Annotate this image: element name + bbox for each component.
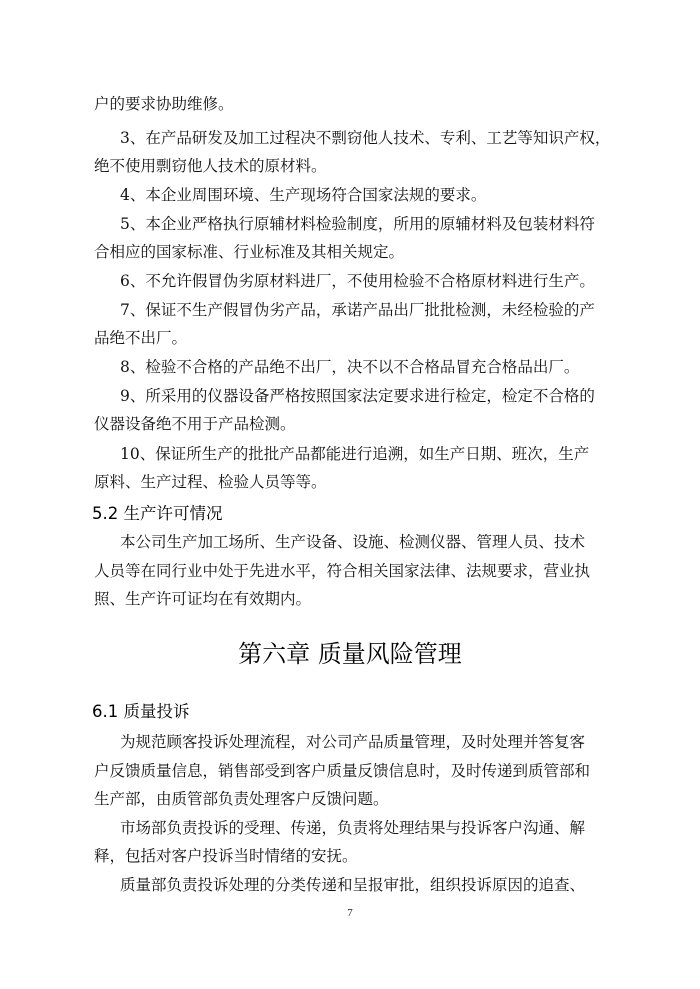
text-line: 3、在产品研发及加工过程决不剽窃他人技术、专利、工艺等知识产权， [120,129,611,147]
text-line: 释，包括对客户投诉当时情绪的安抚。 [94,847,358,865]
text-line: 4、本企业周围环境、生产现场符合国家法规的要求。 [120,186,487,204]
text-line: 户的要求协助维修。 [94,95,234,113]
section-heading: 6.1 质量投诉 [92,702,190,721]
text-line: 人员等在同行业中处于先进水平，符合相关国家法律、法规要求，营业执 [94,562,591,580]
section-heading: 5.2 生产许可情况 [92,504,223,523]
text-line: 质量部负责投诉处理的分类传递和呈报审批，组织投诉原因的追查、 [120,876,586,894]
text-line: 市场部负责投诉的受理、传递，负责将处理结果与投诉客户沟通、解 [120,819,586,837]
text-line: 绝不使用剽窃他人技术的原材料。 [94,157,327,175]
text-line: 生产部，由质管部负责处理客户反馈问题。 [94,790,389,808]
text-line: 品绝不出厂。 [94,329,188,347]
text-line: 为规范顾客投诉处理流程，对公司产品质量管理，及时处理并答复客 [120,733,586,751]
text-line: 7、保证不生产假冒伪劣产品，承诺产品出厂批批检测，未经检验的产 [120,301,595,319]
text-line: 户反馈质量信息，销售部受到客户质量反馈信息时，及时传递到质管部和 [94,762,591,780]
text-line: 本公司生产加工场所、生产设备、设施、检测仪器、管理人员、技术 [120,533,586,551]
text-line: 10、保证所生产的批批产品都能进行追溯，如生产日期、班次，生产 [120,445,590,463]
text-line: 合相应的国家标准、行业标准及其相关规定。 [94,243,405,261]
text-line: 8、检验不合格的产品绝不出厂，决不以不合格品冒充合格品出厂。 [120,358,580,376]
text-line: 照、生产许可证均在有效期内。 [94,590,312,608]
text-line: 6、不允许假冒伪劣原材料进厂，不使用检验不合格原材料进行生产。 [120,272,595,290]
text-line: 仪器设备绝不用于产品检测。 [94,415,296,433]
chapter-title: 第六章 质量风险管理 [238,640,462,668]
text-line: 9、所采用的仪器设备严格按照国家法定要求进行检定，检定不合格的 [120,387,595,405]
page-number: 7 [347,907,353,919]
text-line: 原料、生产过程、检验人员等等。 [94,473,327,491]
text-line: 5、本企业严格执行原辅材料检验制度，所用的原辅材料及包装材料符 [120,215,595,233]
